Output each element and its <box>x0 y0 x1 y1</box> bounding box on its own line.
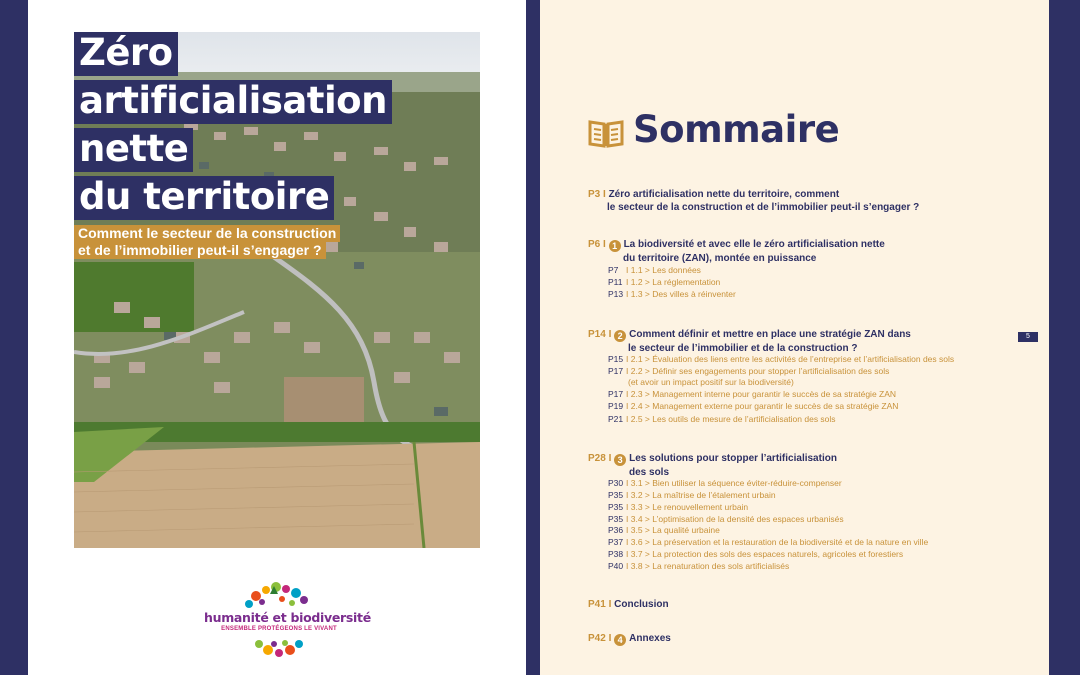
open-book-icon <box>588 118 624 148</box>
toc-section-title: Comment définir et mettre en place une stratégie ZAN dans <box>629 329 911 340</box>
section-number-badge: 4 <box>614 634 626 646</box>
toc-section-title-cont: des sols <box>629 467 670 478</box>
toc-subitem[interactable]: P11 I 1.2 > La réglementation <box>608 277 721 287</box>
toc-subitem[interactable]: P38 I 3.7 > La protection des sols des espaces naturels, agricoles et forestiers <box>608 549 904 559</box>
toc-page-ref: P14 <box>588 329 606 340</box>
cover-title-line-3: nette <box>74 128 193 172</box>
section-number-badge: 1 <box>609 240 621 252</box>
toc-page-ref: P3 <box>588 189 601 200</box>
logo-name: humanité et biodiversité <box>204 610 371 625</box>
page-number: 5 <box>1018 332 1038 342</box>
toc-subitem[interactable]: P17 I 2.2 > Définir ses engagements pour stopper l’artificialisation des sols <box>608 366 890 376</box>
toc-page-ref: P41 <box>588 599 606 610</box>
toc-section-title-cont: le secteur de l’immobilier et de la construction ? <box>628 343 858 354</box>
toc-title: Sommaire <box>633 108 840 151</box>
toc-section-title-cont: le secteur de la construction et de l’immobilier peut-il s’engager ? <box>607 202 920 213</box>
section-number-badge: 3 <box>614 454 626 466</box>
toc-subitem[interactable]: P35 I 3.3 > Le renouvellement urbain <box>608 502 749 512</box>
toc-section-p41[interactable]: P41 I Conclusion <box>588 599 669 610</box>
toc-section-title: La biodiversité et avec elle le zéro artificialisation nette <box>623 239 885 250</box>
toc-section-p14[interactable]: P14 I 2 Comment définir et mettre en place une stratégie ZAN dans le secteur de l’immobilier et de la construction ? <box>588 329 911 354</box>
toc-section-p6[interactable]: P6 I 1 La biodiversité et avec elle le zéro artificialisation nette du territoire (ZAN), montée en puissance <box>588 239 885 264</box>
toc-subitem[interactable]: P19 I 2.4 > Management externe pour garantir le succès de sa stratégie ZAN <box>608 401 899 411</box>
toc-page-ref: P6 <box>588 239 601 250</box>
toc-subitem[interactable]: P21 I 2.5 > Les outils de mesure de l’artificialisation des sols <box>608 414 836 424</box>
toc-subitem[interactable]: P35 I 3.4 > L’optimisation de la densité des espaces urbanisés <box>608 514 844 524</box>
toc-subitem[interactable]: P35 I 3.2 > La maîtrise de l’étalement urbain <box>608 490 776 500</box>
toc-section-title: Les solutions pour stopper l’artificialisation <box>629 453 837 464</box>
toc-section-title-cont: du territoire (ZAN), montée en puissance <box>623 253 817 264</box>
toc-subitem[interactable]: P40 I 3.8 > La renaturation des sols artificialisés <box>608 561 790 571</box>
toc-subitem[interactable]: P17 I 2.3 > Management interne pour garantir le succès de sa stratégie ZAN <box>608 389 897 399</box>
humanite-biodiversite-logo <box>204 578 371 660</box>
toc-subitem[interactable]: P15 I 2.1 > Évaluation des liens entre les activités de l’entreprise et l’artificialisation des sols <box>608 354 955 364</box>
cover-subtitle-line-1: Comment le secteur de la construction <box>74 225 340 242</box>
toc-subitem[interactable]: P36 I 3.5 > La qualité urbaine <box>608 525 720 535</box>
logo-tagline: ENSEMBLE PROTÉGEONS LE VIVANT <box>221 626 337 632</box>
cover-page <box>28 0 526 675</box>
toc-section-title: Conclusion <box>614 599 669 610</box>
toc-section-title: Zéro artificialisation nette du territoire, comment <box>608 189 840 200</box>
toc-section-p28[interactable]: P28 I 3 Les solutions pour stopper l’artificialisation des sols <box>588 453 837 478</box>
toc-subitem[interactable]: P7 I 1.1 > Les données <box>608 265 701 275</box>
toc-page-ref: P28 <box>588 453 606 464</box>
cover-title-line-4: du territoire <box>74 176 334 220</box>
toc-page <box>540 0 1049 675</box>
toc-subitem-cont: (et avoir un impact positif sur la biodiversité) <box>628 377 794 387</box>
cover-subtitle-line-2: et de l’immobilier peut-il s’engager ? <box>74 242 326 259</box>
toc-section-p42[interactable]: P42 I 4 Annexes <box>588 633 671 645</box>
toc-section-title: Annexes <box>629 633 671 644</box>
toc-subitem[interactable]: P37 I 3.6 > La préservation et la restauration de la biodiversité et de la nature en ville <box>608 537 929 547</box>
toc-subitem[interactable]: P30 I 3.1 > Bien utiliser la séquence éviter-réduire-compenser <box>608 478 842 488</box>
toc-section-p3[interactable]: P3 I Zéro artificialisation nette du territoire, comment le secteur de la construction et de l’immobilier peut-il s’engager ? <box>588 189 920 213</box>
toc-subitem[interactable]: P13 I 1.3 > Des villes à réinventer <box>608 289 736 299</box>
cover-title-line-2: artificialisation <box>74 80 392 124</box>
section-number-badge: 2 <box>614 330 626 342</box>
toc-page-ref: P42 <box>588 633 606 644</box>
cover-title-line-1: Zéro <box>74 32 178 76</box>
